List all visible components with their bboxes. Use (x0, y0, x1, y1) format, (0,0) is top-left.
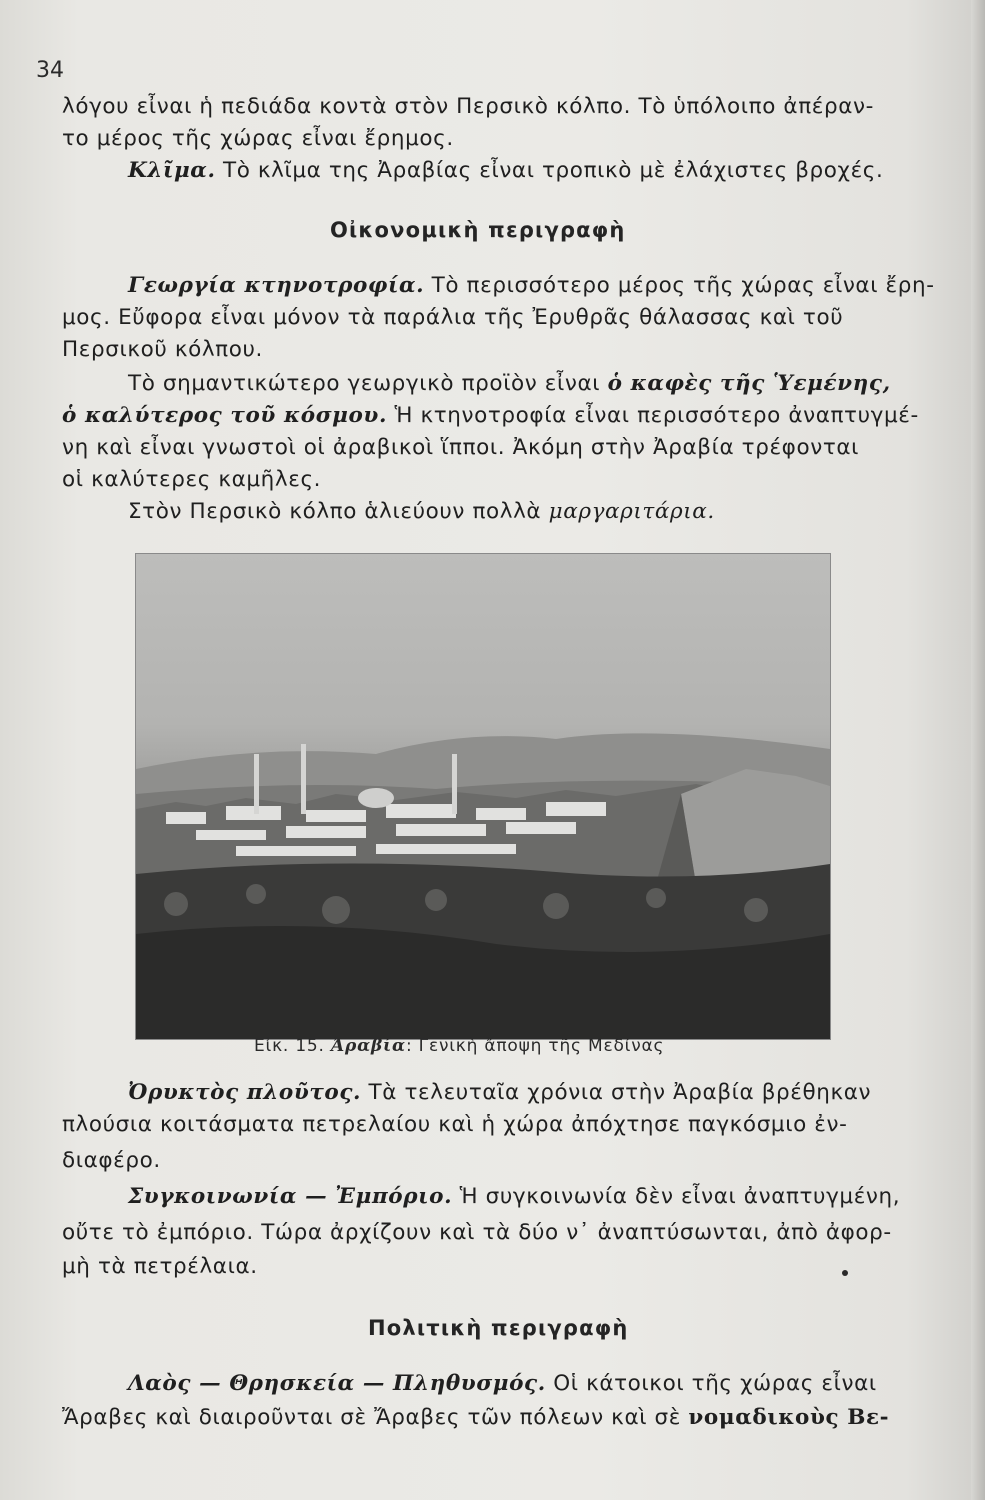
ink-speck (842, 1270, 848, 1276)
inline-label: Συγκοινωνία — Ἐμπόριο. (128, 1184, 453, 1209)
text-line: οὔτε τὸ ἐμπόριο. Τώρα ἀρχίζουν καὶ τὰ δύο ν᾿ ἀναπτύσωνται, ἀπὸ ἀφορ- (62, 1220, 892, 1245)
text-line: Στὸν Περσικὸ κόλπο ἁλιεύουν πολλὰ μαργαριτάρια. (128, 499, 715, 524)
emphasis: μαργαριτάρια. (548, 499, 715, 524)
text-line: μὴ τὰ πετρέλαια. (62, 1254, 258, 1279)
text-line: οἱ καλύτερες καμῆλες. (62, 467, 322, 492)
text-line: το μέρος τῆς χώρας εἶναι ἔρημος. (62, 126, 454, 151)
photo-medina-illustration (136, 554, 830, 1039)
inline-label: Κλῖμα. (128, 158, 216, 183)
text-line: μος. Εὔφορα εἶναι μόνον τὰ παράλια τῆς Ἐρυθρᾶς θάλασσας καὶ τοῦ (62, 305, 844, 330)
emphasis: ὁ καφὲς τῆς Ὑεμένης, (607, 371, 891, 396)
text-line: πλούσια κοιτάσματα πετρελαίου καὶ ἡ χώρα ἀπόχτησε παγκόσμιο ἐν- (62, 1112, 848, 1137)
text-line: Περσικοῦ κόλπου. (62, 337, 263, 362)
page-number: 34 (36, 58, 64, 83)
text-line: λόγου εἶναι ἡ πεδιάδα κοντὰ στὸν Περσικὸ κόλπο. Τὸ ὑπόλοιπο ἀπέραν- (62, 94, 874, 119)
page-edge (971, 0, 985, 1500)
emphasis: νομαδικοὺς Βε- (688, 1405, 890, 1430)
text-line: Γεωργία κτηνοτροφία. Τὸ περισσότερο μέρος τῆς χώρας εἶναι ἔρη- (128, 273, 935, 298)
inline-label: Ὀρυκτὸς πλοῦτος. (128, 1080, 362, 1105)
section-heading-economic: Οἰκονομικὴ περιγραφὴ (330, 218, 626, 242)
text-line: ὁ καλύτερος τοῦ κόσμου. Ἡ κτηνοτροφία εἶναι περισσότερο ἀναπτυγμέ- (62, 403, 919, 428)
section-heading-political: Πολιτικὴ περιγραφὴ (368, 1316, 629, 1340)
text-line: Λαὸς — Θρησκεία — Πληθυσμός. Οἱ κάτοικοι τῆς χώρας εἶναι (128, 1371, 877, 1396)
text-line: διαφέρο. (62, 1148, 161, 1173)
figure-caption: Εἰκ. 15. Ἀραβία: Γενικὴ ἄποψη τῆς Μεδίνας (254, 1036, 665, 1056)
inline-label: Λαὸς — Θρησκεία — Πληθυσμός. (128, 1371, 546, 1396)
text-line: Ὀρυκτὸς πλοῦτος. Τὰ τελευταῖα χρόνια στὴν Ἀραβία βρέθηκαν (128, 1080, 872, 1105)
photo-medina (135, 553, 831, 1040)
text-line: Συγκοινωνία — Ἐμπόριο. Ἡ συγκοινωνία δὲν εἶναι ἀναπτυγμένη, (128, 1184, 901, 1209)
text-line: Κλῖμα. Τὸ κλῖμα της Ἀραβίας εἶναι τροπικὸ μὲ ἐλάχιστες βροχές. (128, 158, 884, 183)
text-line: Ἄραβες καὶ διαιροῦνται σὲ Ἄραβες τῶν πόλεων καὶ σὲ νομαδικοὺς Βε- (62, 1405, 890, 1430)
inline-label: Γεωργία κτηνοτροφία. (128, 273, 425, 298)
text-line: νη καὶ εἶναι γνωστοὶ οἱ ἀραβικοὶ ἵπποι. Ἀκόμη στὴν Ἀραβία τρέφονται (62, 435, 860, 460)
emphasis: ὁ καλύτερος τοῦ κόσμου. (62, 403, 388, 428)
text-line: Τὸ σημαντικώτερο γεωργικὸ προϊὸν εἶναι ὁ καφὲς τῆς Ὑεμένης, (128, 371, 891, 396)
